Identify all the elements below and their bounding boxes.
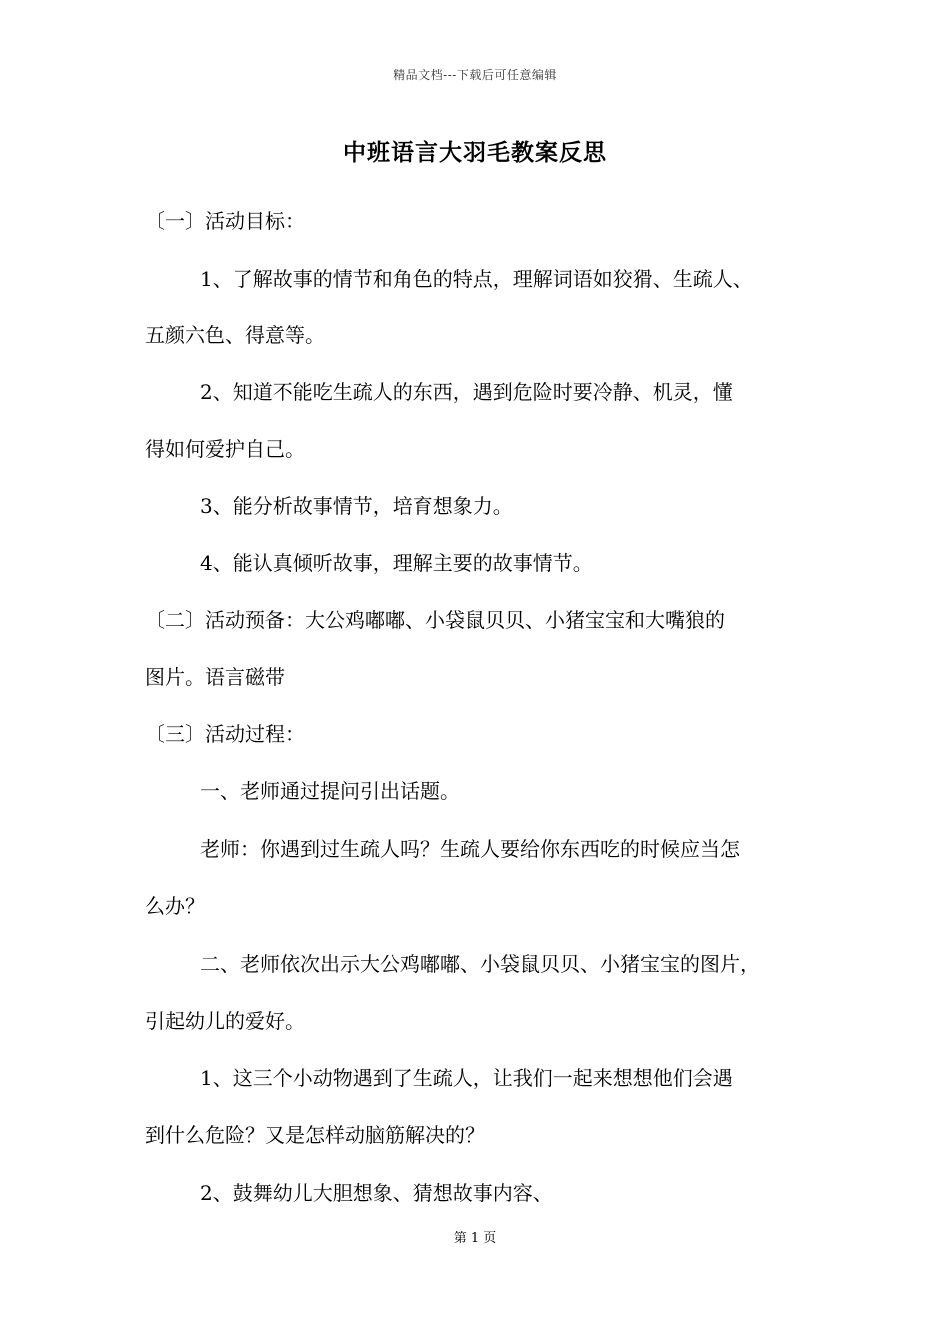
page-number: 第 1 页 [453,1231,497,1246]
paragraph-line: 一、老师通过提问引出话题。 [200,779,460,803]
paragraph-line: 3、能分析故事情节，培育想象力。 [200,494,513,518]
paragraph-line: 2、知道不能吃生疏人的东西，遇到危险时要冷静、机灵，懂 [200,380,733,404]
paragraph-line: 图片。语言磁带 [145,665,285,689]
paragraph-line: 得如何爱护自己。 [145,437,305,461]
paragraph-line: 4、能认真倾听故事，理解主要的故事情节。 [200,551,593,575]
page-header: 精品文档---下载后可任意编辑 [393,68,557,82]
section-heading: 〔三〕活动过程： [145,722,305,746]
paragraph-line: 么办？ [145,894,205,918]
paragraph-line: 到什么危险？又是怎样动脑筋解决的？ [145,1123,485,1147]
paragraph-line: 老师：你遇到过生疏人吗？生疏人要给你东西吃的时候应当怎 [200,837,740,861]
section-heading: 〔二〕活动预备：大公鸡嘟嘟、小袋鼠贝贝、小猪宝宝和大嘴狼的 [145,608,725,632]
paragraph-line: 二、老师依次出示大公鸡嘟嘟、小袋鼠贝贝、小猪宝宝的图片， [200,952,760,976]
paragraph-line: 1、了解故事的情节和角色的特点，理解词语如狡猾、生疏人、 [200,267,753,291]
paragraph-line: 2、鼓舞幼儿大胆想象、猜想故事内容、 [200,1181,553,1205]
paragraph-line: 引起幼儿的爱好。 [145,1009,305,1033]
paragraph-line: 五颜六色、得意等。 [145,323,325,347]
document-title: 中班语言大羽毛教案反思 [343,139,607,166]
section-heading: 〔一〕活动目标： [145,209,305,233]
paragraph-line: 1、这三个小动物遇到了生疏人，让我们一起来想想他们会遇 [200,1066,733,1090]
